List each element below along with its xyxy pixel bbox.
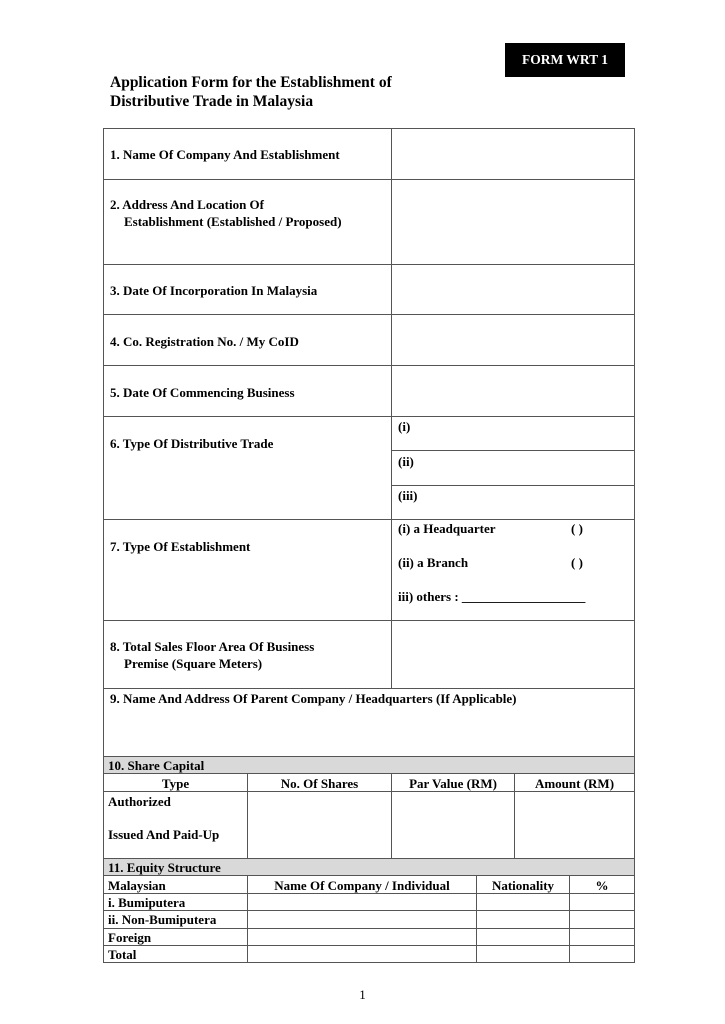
label-registration-no: 4. Co. Registration No. / My CoID (110, 334, 299, 349)
equity-col-percent: % (595, 878, 609, 893)
equity-heading: 11. Equity Structure (108, 860, 221, 875)
option-branch: (ii) a Branch (398, 555, 469, 570)
option-others: iii) others : ___________________ (398, 589, 586, 604)
trade-type-item-1: (i) (398, 419, 411, 434)
share-col-type: Type (161, 776, 190, 791)
column-divider (514, 773, 515, 858)
column-divider (247, 875, 248, 963)
label-incorporation-date: 3. Date Of Incorporation In Malaysia (110, 283, 318, 298)
checkbox-headquarter[interactable]: ( ) (571, 521, 583, 536)
equity-row-bumiputera: i. Bumiputera (108, 895, 186, 910)
label-parent-company: 9. Name And Address Of Parent Company / Headquarters (If Applicable) (110, 691, 517, 706)
form-code-badge: FORM WRT 1 (505, 43, 625, 77)
equity-row-non-bumiputera: ii. Non-Bumiputera (108, 912, 217, 927)
page-number: 1 (359, 987, 366, 1002)
equity-row-total: Total (108, 947, 137, 962)
row-divider (103, 791, 635, 792)
row-divider (103, 416, 635, 417)
column-divider (569, 875, 570, 963)
row-divider (103, 128, 635, 129)
row-divider (103, 945, 635, 946)
share-row-issued: Issued And Paid-Up (108, 827, 220, 842)
row-divider (103, 264, 635, 265)
row-divider (391, 485, 635, 486)
equity-row-foreign: Foreign (108, 930, 152, 945)
share-col-amount: Amount (RM) (534, 776, 615, 791)
label-company-name: 1. Name Of Company And Establishment (110, 147, 340, 162)
row-divider (103, 928, 635, 929)
trade-type-item-2: (ii) (398, 454, 414, 469)
column-divider (247, 773, 248, 858)
row-divider (103, 365, 635, 366)
row-divider (103, 620, 635, 621)
equity-col-malaysian: Malaysian (108, 878, 166, 893)
row-divider (103, 875, 635, 876)
share-capital-heading: 10. Share Capital (108, 758, 205, 773)
table-border-left (103, 128, 104, 963)
table-border-bottom (103, 962, 635, 963)
label-trade-type: 6. Type Of Distributive Trade (110, 436, 274, 451)
form-title (110, 73, 392, 111)
checkbox-branch[interactable]: ( ) (571, 555, 583, 570)
row-divider (391, 450, 635, 451)
label-floor-area-line-1: 8. Total Sales Floor Area Of Business (110, 639, 315, 654)
trade-type-item-3: (iii) (398, 488, 418, 503)
title-line-2: Distributive Trade in Malaysia (110, 93, 314, 110)
equity-col-name: Name Of Company / Individual (274, 878, 450, 893)
label-floor-area-line-2: Premise (Square Meters) (124, 656, 263, 671)
label-address-line-1: 2. Address And Location Of (110, 197, 264, 212)
equity-col-nationality: Nationality (491, 878, 555, 893)
column-divider (391, 773, 392, 858)
label-address-line-2: Establishment (Established / Proposed) (124, 214, 342, 229)
label-establishment-type: 7. Type Of Establishment (110, 539, 251, 554)
share-col-shares: No. Of Shares (280, 776, 359, 791)
label-commencing-date: 5. Date Of Commencing Business (110, 385, 295, 400)
column-divider (476, 875, 477, 963)
title-line-1: Application Form for the Establishment of (110, 74, 392, 91)
share-col-par-value: Par Value (RM) (409, 776, 497, 791)
column-divider (391, 128, 392, 688)
share-row-authorized: Authorized (108, 794, 171, 809)
option-headquarter: (i) a Headquarter (398, 521, 496, 536)
row-divider (103, 688, 635, 689)
row-divider (103, 773, 635, 774)
row-divider (103, 179, 635, 180)
row-divider (103, 314, 635, 315)
row-divider (103, 519, 635, 520)
table-border-right (634, 128, 635, 963)
